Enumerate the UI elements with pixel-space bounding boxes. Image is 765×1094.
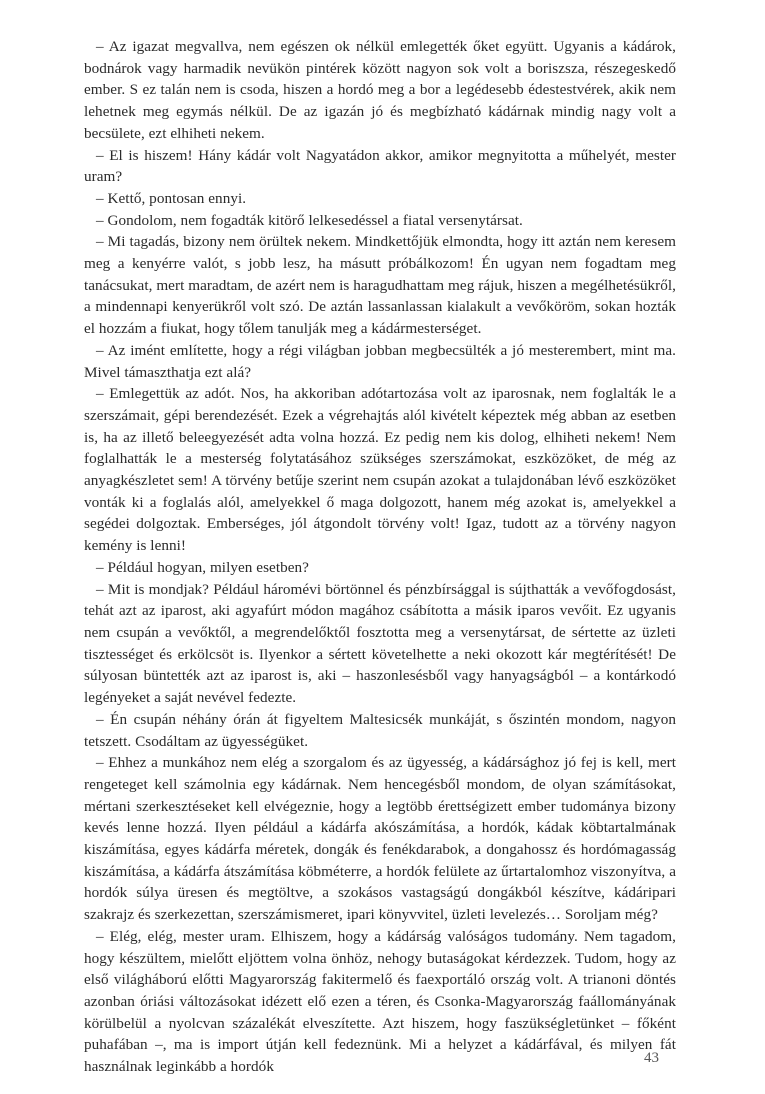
paragraph: – Mi tagadás, bizony nem örültek nekem. Mindkettőjük elmondta, hogy itt aztán nem keresem meg a kenyérre valót, s jobb lesz, ha másutt próbálkozom! Én ugyan nem fogadtam meg tanácsukat, mert maradtam, de azért nem is haragudhattam meg rájuk, hiszen a megélhetésükről, a mindennapi kenyerükről volt szó. De aztán lassanlassan kialakult a vevőköröm, sokan hozták el hozzám a fiukat, hogy tőlem tanulják meg a kádármesterséget. bbox=[84, 233, 676, 338]
paragraph: – Gondolom, nem fogadták kitörő lelkesedéssel a fiatal versenytársat. bbox=[96, 211, 523, 229]
body-text bbox=[84, 36, 676, 1078]
page-number: 43 bbox=[644, 1050, 659, 1066]
paragraph: – Én csupán néhány órán át figyeltem Maltesicsék munkáját, s őszintén mondom, nagyon tetszett. Csodáltam az ügyességüket. bbox=[84, 710, 676, 750]
paragraph: – Elég, elég, mester uram. Elhiszem, hogy a kádárság valóságos tudomány. Nem tagadom, hogy készültem, mielőtt eljöttem volna önhöz, nehogy butaságokat kérdezzek. Tudom, hogy az első világháború előtti Magyarország fakitermelő és faexportáló ország volt. A trianoni döntés azonban óriási változásokat idézett elő ezen a téren, és Csonka-Magyarország faállományának körülbelül a nyolcvan százalékát elveszítette. Azt hiszem, hogy faszükségletünket – főként puhafában –, ma is import útján kell fedeznünk. Mi a helyzet a kádárfával, és milyen fát használnak leginkább a hordók bbox=[84, 927, 676, 1076]
paragraph: – Mit is mondjak? Például háromévi börtönnel és pénzbírsággal is sújthatták a vevőfogdosást, tehát azt az iparost, aki agyafúrt módon magához csábította a másik iparos vevőit. Ez ugyanis nem csupán a vevőktől, a megrendelőktől fosztotta meg a versenytársat, de sértette az üzleti tisztességet és erkölcsöt is. Ilyenkor a sértett követelhette a neki okozott kár megtérítését! De súlyosan büntették azt az iparost is, aki – haszonlesésből vagy hanyagságból – a kontárkodó legényeket a saját nevével fedezte. bbox=[84, 580, 676, 707]
paragraph: – Ehhez a munkához nem elég a szorgalom és az ügyesség, a kádársághoz jó fej is kell, mert rengeteget kell számolnia egy kádárnak. Nem hencegésből mondom, de olyan számításokat, mértani szerkesztéseket kell elvégeznie, hogy a legtöbb érettségizett ember tudománya bizony kevés lenne hozzá. Ilyen például a kádárfa akószámítása, a hordók, kádak köbtartalmának kiszámítása, egyes kádárfa méretek, dongák és fenékdarabok, a dongahossz és hordómagasság kiszámítása, a kádárfa átszámítása köbméterre, a hordók felülete az űrtartalomhoz viszonyítva, a hordók súlya üresen és megtöltve, a szokásos vastagságú dongákból készítve, kádáripari szakrajz és szerkezettan, szerszámismeret, ipari könyvvitel, üzleti levelezés… Soroljam még? bbox=[84, 754, 676, 924]
paragraph: – Emlegettük az adót. Nos, ha akkoriban adótartozása volt az iparosnak, nem foglalták le a szerszámait, gépi berendezését. Ezek a végrehajtás alól kivételt képeztek még abban az esetben is, ha az illető beleegyezését adta volna hozzá. Ez pedig nem kis dolog, elhiheti nekem! Nem foglalhatták le a mesterség folytatásához szükséges szerszámokat, eszközöket, de még az anyagkészletet sem! A törvény betűje szerint nem csupán azokat a tulajdonában lévő eszközöket vonták ki a foglalás alól, amelyekkel ő maga dolgozott, hanem még azokat is, amelyekkel a segédei dolgoztak. Emberséges, jól átgondolt törvény volt! Igaz, tudott az a törvény nagyon kemény is lenni! bbox=[84, 385, 676, 555]
paragraph: – Kettő, pontosan ennyi. bbox=[96, 189, 247, 207]
paragraph: – Például hogyan, milyen esetben? bbox=[96, 558, 309, 576]
paragraph: – Az imént említette, hogy a régi világban jobban megbecsülték a jó mesterembert, mint ma. Mivel támaszthatja ezt alá? bbox=[84, 341, 676, 381]
paragraph: – El is hiszem! Hány kádár volt Nagyatádon akkor, amikor megnyitotta a műhelyét, mester uram? bbox=[84, 146, 676, 186]
paragraph: – Az igazat megvallva, nem egészen ok nélkül emlegették őket együtt. Ugyanis a kádárok, bodnárok vagy harmadik nevükön pintérek között nagyon sok volt a boriszsza, részegeskedő ember. S ez talán nem is csoda, hiszen a hordó meg a bor a legédesebb édestestvérek, akik nem lehetnek meg egymás nélkül. De az igazán jó és megbízható kádárnak mindig nagy volt a becsülete, ezt elhiheti nekem. bbox=[84, 38, 676, 142]
